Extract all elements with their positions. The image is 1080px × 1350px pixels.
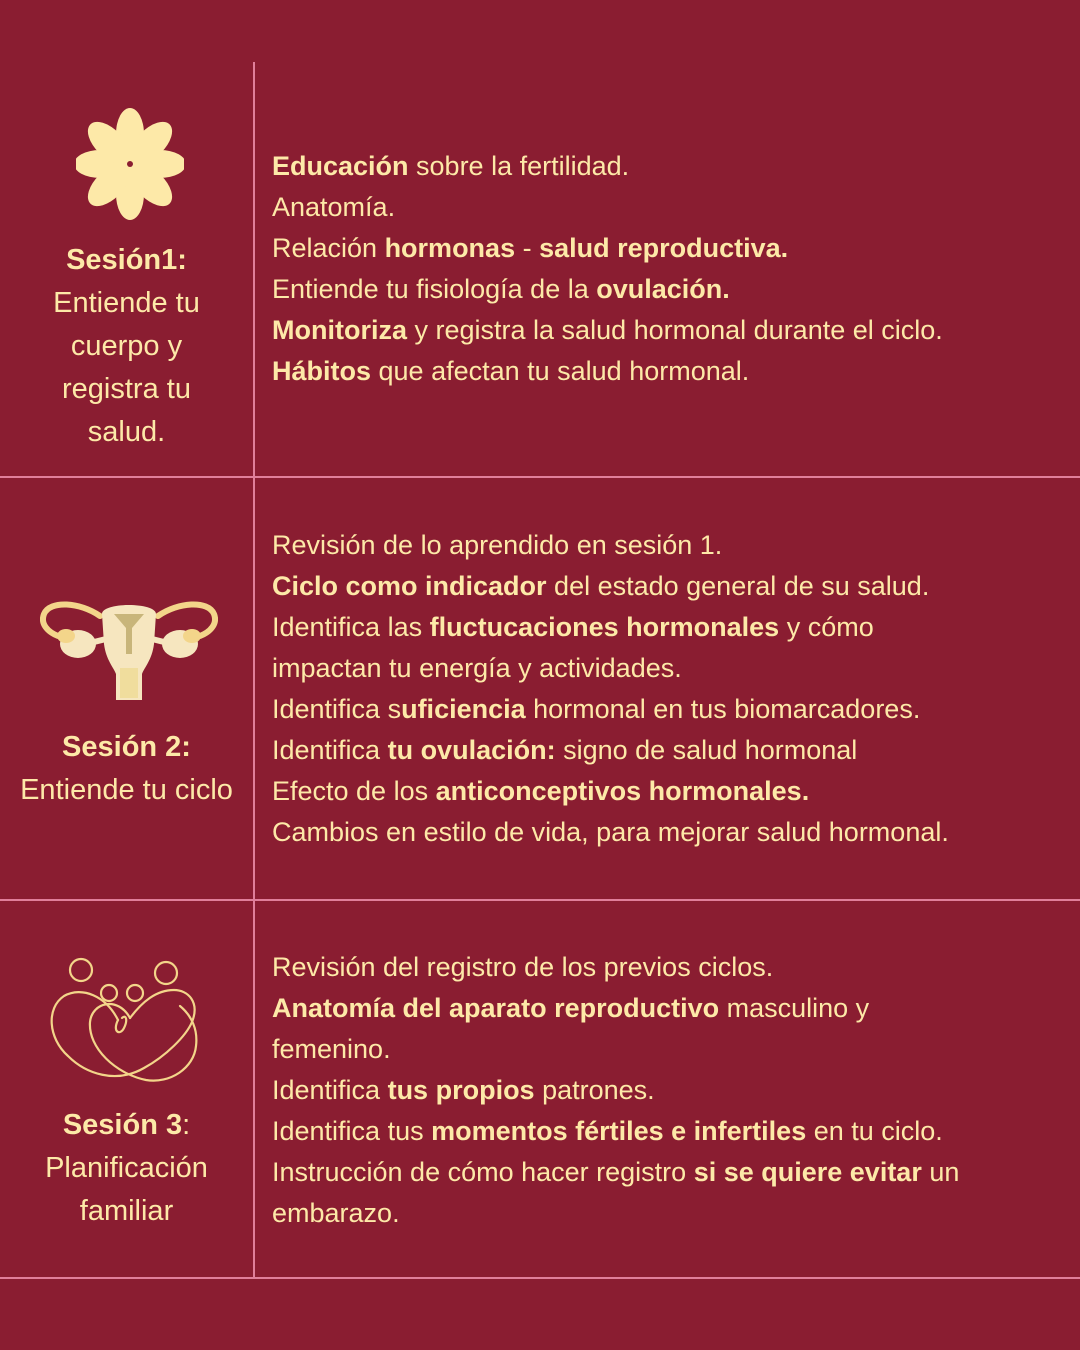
item-text: en tu ciclo.	[806, 1116, 943, 1146]
uterus-icon	[40, 598, 218, 702]
session-item	[272, 1193, 1072, 1234]
item-text: que afectan tu salud hormonal.	[371, 356, 750, 386]
session-item	[272, 1152, 1072, 1193]
session-item	[272, 146, 1072, 187]
session-2-subtitle-line: Entiende tu ciclo	[20, 774, 233, 806]
item-text-bold: Anatomía del aparato reproductivo	[272, 993, 720, 1023]
session-item	[272, 648, 1072, 689]
session-item	[272, 310, 1072, 351]
session-1-items	[272, 146, 1072, 392]
item-text-bold: Educación	[272, 151, 409, 181]
item-text-bold: uficiencia	[401, 694, 526, 724]
item-text: sobre la fertilidad.	[408, 151, 630, 181]
item-text: impactan tu energía y actividades.	[272, 653, 682, 683]
item-text: -	[515, 233, 540, 263]
session-item	[272, 228, 1072, 269]
session-item	[272, 525, 1072, 566]
item-text: Instrucción de cómo hacer registro	[272, 1157, 694, 1187]
session-1-subtitle-line: cuerpo y	[70, 330, 183, 362]
item-text: del estado general de su salud.	[546, 571, 930, 601]
item-text: Identifica s	[272, 694, 402, 724]
session-item	[272, 988, 1072, 1029]
item-text: Cambios en estilo de vida, para mejorar salud hormonal.	[272, 817, 949, 847]
item-text-bold: anticonceptivos hormonales.	[435, 776, 810, 806]
item-text: Revisión del registro de los previos ciclos.	[272, 952, 774, 982]
item-text: Identifica	[272, 735, 388, 765]
item-text-bold: hormonas	[384, 233, 516, 263]
item-text-bold: Hábitos	[272, 356, 372, 386]
item-text: hormonal en tus biomarcadores.	[525, 694, 921, 724]
session-item	[272, 1111, 1072, 1152]
session-item	[272, 1029, 1072, 1070]
item-text: Identifica tus	[272, 1116, 432, 1146]
row-divider-2	[0, 899, 1080, 901]
session-item	[272, 771, 1072, 812]
item-text: Efecto de los	[272, 776, 436, 806]
row-divider-1	[0, 476, 1080, 478]
item-text: embarazo.	[272, 1198, 400, 1228]
item-text: Relación	[272, 233, 385, 263]
item-text: un	[921, 1157, 960, 1187]
item-text-bold: Ciclo como indicador	[272, 571, 547, 601]
item-text: Anatomía.	[272, 192, 396, 222]
session-item	[272, 351, 1072, 392]
session-3-subtitle-line: Planificación	[45, 1152, 208, 1184]
session-3-title-suffix: :	[182, 1109, 191, 1141]
session-1-label	[0, 239, 253, 454]
session-item	[272, 1070, 1072, 1111]
item-text: y registra la salud hormonal durante el ciclo.	[407, 315, 943, 345]
session-1-subtitle-line: Entiende tu	[53, 287, 200, 319]
session-2-items	[272, 525, 1072, 853]
session-item	[272, 187, 1072, 228]
session-1-title: Sesión1:	[66, 244, 187, 276]
session-1-subtitle-line: salud.	[87, 416, 166, 448]
item-text-bold: si se quiere evitar	[693, 1157, 922, 1187]
session-item	[272, 566, 1072, 607]
item-text: Entiende tu fisiología de la	[272, 274, 597, 304]
session-3-items	[272, 947, 1072, 1234]
item-text-bold: tu ovulación:	[387, 735, 556, 765]
row-divider-3	[0, 1277, 1080, 1279]
session-item	[272, 730, 1072, 771]
item-text: y cómo	[779, 612, 874, 642]
session-3-title: Sesión 3	[62, 1109, 183, 1141]
session-item	[272, 812, 1072, 853]
session-1-subtitle-line: registra tu	[62, 373, 191, 405]
item-text: signo de salud hormonal	[555, 735, 858, 765]
item-text: Identifica	[272, 1075, 388, 1105]
item-text: Revisión de lo aprendido en sesión 1.	[272, 530, 723, 560]
session-2-label	[0, 726, 253, 812]
item-text: Identifica las	[272, 612, 430, 642]
session-item	[272, 269, 1072, 310]
item-text: patrones.	[534, 1075, 655, 1105]
column-divider	[253, 62, 255, 1279]
session-3-subtitle-line: familiar	[79, 1195, 174, 1227]
session-3-title-row	[0, 1104, 253, 1147]
item-text: masculino y	[719, 993, 870, 1023]
item-text-bold: Monitoriza	[272, 315, 407, 345]
item-text-bold: salud reproductiva.	[539, 233, 789, 263]
session-item	[272, 689, 1072, 730]
family-heart-icon	[46, 956, 202, 1084]
session-3-label	[0, 1104, 253, 1233]
item-text-bold: tus propios	[387, 1075, 535, 1105]
item-text-bold: momentos fértiles e infertiles	[431, 1116, 807, 1146]
item-text-bold: ovulación.	[596, 274, 730, 304]
item-text-bold: fluctucaciones hormonales	[429, 612, 780, 642]
flower-icon	[76, 108, 184, 220]
item-text: femenino.	[272, 1034, 391, 1064]
session-2-title: Sesión 2:	[62, 731, 191, 763]
session-item	[272, 607, 1072, 648]
session-item	[272, 947, 1072, 988]
